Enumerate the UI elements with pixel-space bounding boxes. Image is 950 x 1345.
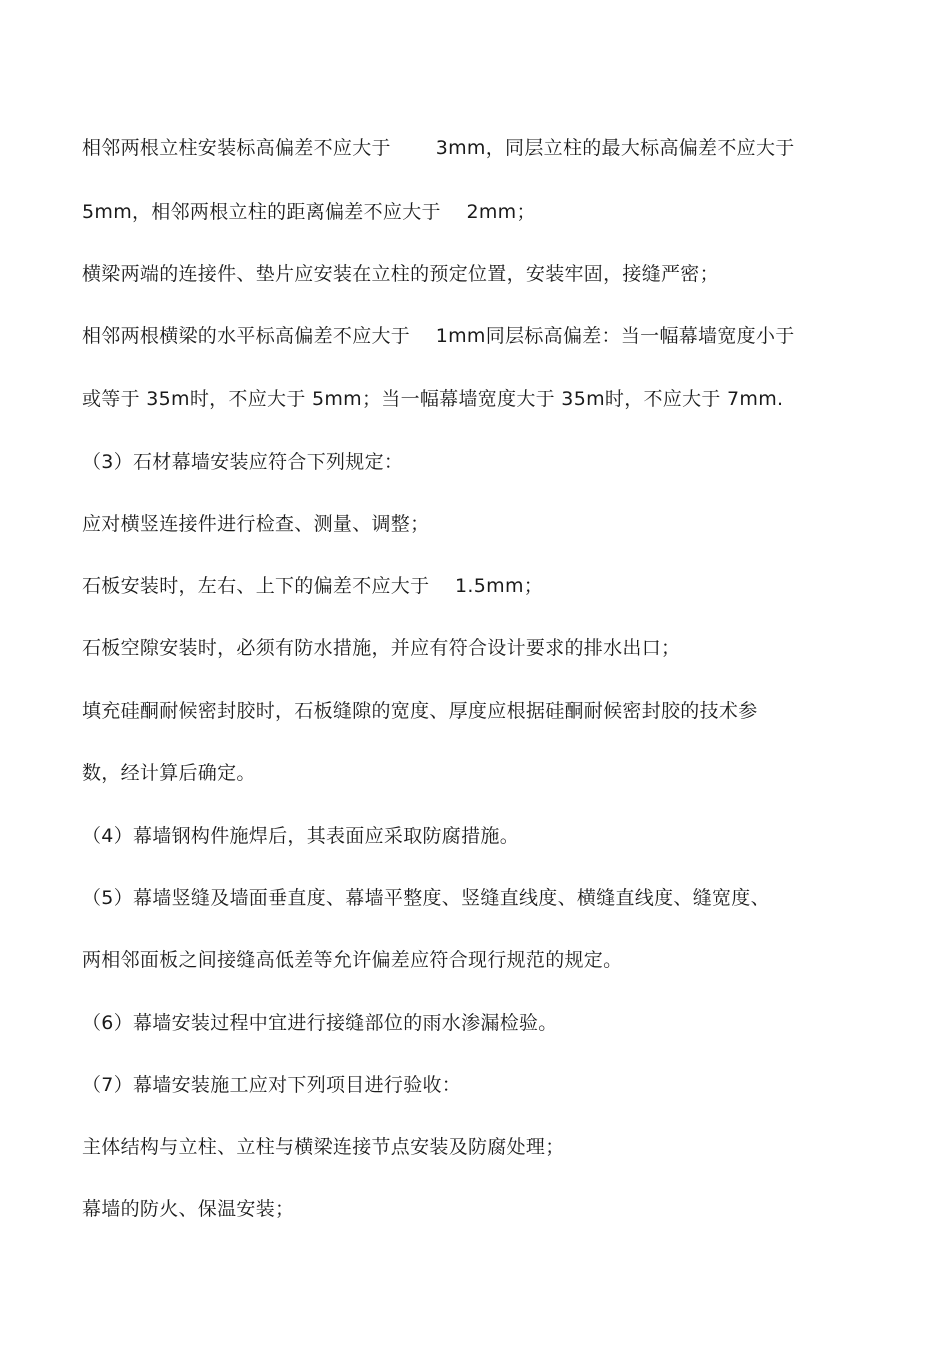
- text-line: 5mm，相邻两根立柱的距离偏差不应大于 2mm；: [82, 201, 536, 223]
- section-heading: （4）幕墙钢构件施焊后，其表面应采取防腐措施。: [82, 825, 519, 847]
- text-line: 两相邻面板之间接缝高低差等允许偏差应符合现行规范的规定。: [82, 949, 623, 971]
- text-line: 相邻两根立柱安装标高偏差不应大于 3mm，同层立柱的最大标高偏差不应大于: [82, 137, 795, 159]
- text-line: 石板空隙安装时，必须有防水措施，并应有符合设计要求的排水出口；: [82, 637, 681, 659]
- text-line: 幕墙的防火、保温安装；: [82, 1198, 295, 1220]
- text-line: 石板安装时，左右、上下的偏差不应大于 1.5mm；: [82, 575, 544, 597]
- section-heading: （5）幕墙竖缝及墙面垂直度、幕墙平整度、竖缝直线度、横缝直线度、缝宽度、: [82, 887, 770, 909]
- section-heading: （7）幕墙安装施工应对下列项目进行验收：: [82, 1074, 462, 1096]
- section-heading: （3）石材幕墙安装应符合下列规定：: [82, 451, 404, 473]
- section-heading: （6）幕墙安装过程中宜进行接缝部位的雨水渗漏检验。: [82, 1012, 558, 1034]
- text-line: 主体结构与立柱、立柱与横梁连接节点安装及防腐处理；: [82, 1136, 565, 1158]
- text-line: 应对横竖连接件进行检查、测量、调整；: [82, 513, 430, 535]
- text-line: 横梁两端的连接件、垫片应安装在立柱的预定位置，安装牢固，接缝严密；: [82, 263, 719, 285]
- text-line: 数，经计算后确定。: [82, 762, 256, 784]
- text-line: 或等于 35m时，不应大于 5mm；当一幅幕墙宽度大于 35m时，不应大于 7mm.: [82, 388, 784, 410]
- text-line: 填充硅酮耐候密封胶时，石板缝隙的宽度、厚度应根据硅酮耐候密封胶的技术参: [82, 700, 758, 722]
- text-line: 相邻两根横梁的水平标高偏差不应大于 1mm同层标高偏差：当一幅幕墙宽度小于: [82, 325, 795, 347]
